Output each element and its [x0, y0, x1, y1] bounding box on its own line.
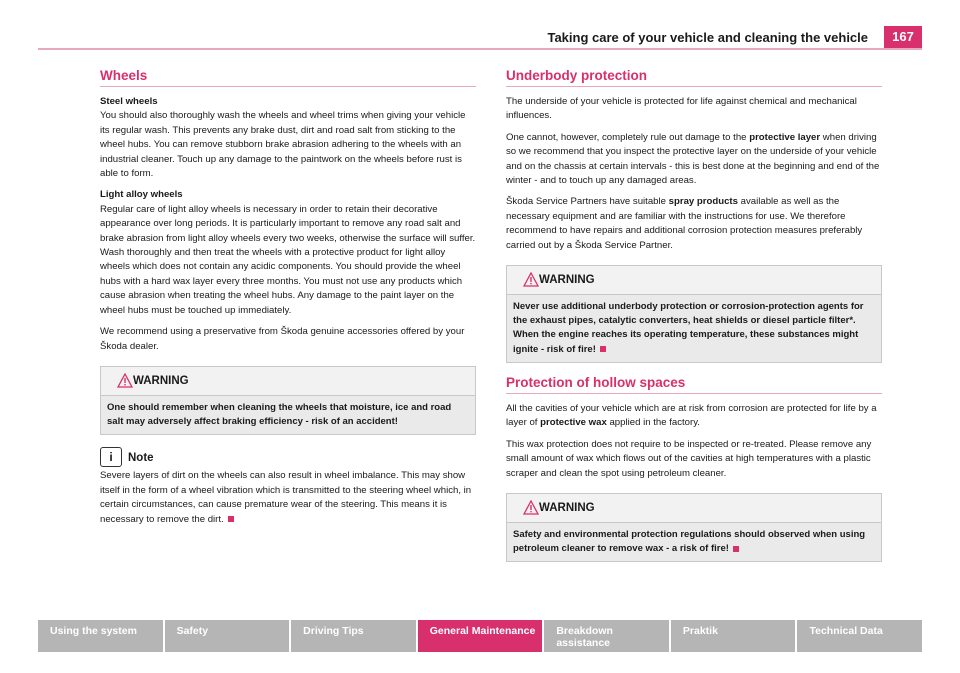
term-spray-products: spray products: [668, 196, 738, 208]
warning-box-underbody: [506, 265, 882, 363]
underbody-paragraph-2: One cannot, however, completely rule out damage to the protective layer when driving so we recommend that you inspect the protective layer on the underside of your vehicle and on the chassis at certain intervals - this is best done at the beginning and end of the winter - and to touch up any damaged areas.: [506, 131, 880, 187]
warning-header: [101, 367, 475, 396]
running-header: Taking care of your vehicle and cleaning the vehicle: [547, 30, 868, 45]
warning-text: Safety and environmental protection regulations should observed when using petroleum cleaner to remove wax - a risk of fire!: [513, 528, 866, 555]
warning-triangle-icon: [117, 373, 133, 388]
header-divider: [38, 48, 922, 50]
warning-triangle-icon: [523, 500, 539, 515]
warning-label: WARNING: [539, 501, 595, 514]
underbody-intro: The underside of your vehicle is protected for life against chemical and mechanical influences.: [506, 96, 857, 122]
tab-technical-data[interactable]: Technical Data: [797, 620, 922, 652]
hollow-paragraph-2: This wax protection does not require to be inspected or re-treated. Please remove any small amount of wax which flows out of the cavities at high temperatures with a plastic scraper and clean the spot using petroleum cleaner.: [506, 438, 872, 479]
warning-box-wheels: [100, 366, 476, 435]
left-column: [100, 62, 476, 534]
subheading-alloy-wheels: Light alloy wheels: [100, 189, 183, 201]
warning-text: One should remember when cleaning the wheels that moisture, ice and road salt may adversely affect braking efficiency - risk of an accident!: [107, 401, 452, 428]
underbody-paragraph-3: Škoda Service Partners have suitable spray products available as well as the necessary equipment and are familiar with the instructions for use. We therefore recommend to have repairs and additional corrosion protection measures preferably carried out by a Škoda Service Partner.: [506, 196, 863, 251]
section-heading-hollow-spaces: Protection of hollow spaces: [506, 375, 882, 394]
chapter-nav-bar: [38, 620, 922, 652]
end-marker-icon: [600, 346, 606, 352]
alloy-wheels-text: Regular care of light alloy wheels is necessary in order to retain their decorative appearance over long periods. It is particularly important to remove any road salt and brake abrasion from light alloy wheels every two weeks, otherwise the surface will suffer. Wash thoroughly and then treat the wheels with a protective product for light alloy wheels which does not contain any acidic components. You should provide the wheel hubs with a hard wax layer every three months. You must not use any products which cause abrasion when treating the wheel hubs. Any damage to the paint layer on the wheel hubs must be touched up immediately.: [100, 203, 476, 316]
tab-driving-tips[interactable]: Driving Tips: [291, 620, 418, 652]
warning-header: [507, 266, 881, 295]
tab-breakdown-assistance[interactable]: Breakdown assistance: [544, 620, 671, 652]
hollow-paragraph-1: All the cavities of your vehicle which are at risk from corrosion are protected for life by a layer of protective wax applied in the factory.: [506, 402, 877, 429]
end-marker-icon: [228, 516, 234, 522]
warning-label: WARNING: [133, 374, 189, 387]
tab-using-the-system[interactable]: Using the system: [38, 620, 165, 652]
warning-box-hollow: [506, 493, 882, 562]
warning-label: WARNING: [539, 274, 595, 287]
note-label: Note: [128, 452, 154, 465]
tab-praktik[interactable]: Praktik: [671, 620, 798, 652]
warning-header: [507, 494, 881, 523]
right-column: [506, 62, 882, 574]
warning-text: Never use additional underbody protection or corrosion-protection agents for the exhaust pipes, catalytic converters, heat shields or diesel particle filter*. When the engine reaches its operating temperature, these substances might ignite - risk of fire!: [513, 301, 864, 355]
term-protective-layer: protective layer: [749, 131, 821, 143]
term-protective-wax: protective wax: [540, 417, 607, 429]
note-text: Severe layers of dirt on the wheels can also result in wheel imbalance. This may show itself in the form of a wheel vibration which is transmitted to the steering wheel which, in certain circumstances, can cause premature wear of the steering. This means it is necessary to remove the dirt.: [100, 470, 472, 525]
note-header: [100, 447, 476, 469]
warning-triangle-icon: [523, 272, 539, 287]
recommend-text: We recommend using a preservative from Škoda genuine accessories offered by your Škoda dealer.: [100, 326, 465, 352]
subheading-steel-wheels: Steel wheels: [100, 96, 158, 107]
note-paragraph: [100, 469, 476, 527]
page-number: 167: [884, 26, 922, 48]
end-marker-icon: [733, 546, 739, 552]
section-heading-wheels: Wheels: [100, 68, 476, 87]
info-note-icon: i: [100, 447, 122, 467]
tab-safety[interactable]: Safety: [165, 620, 292, 652]
steel-wheels-text: You should also thoroughly wash the wheels and wheel trims when giving your vehicle its regular wash. This prevents any brake dust, dirt and road salt from sticking to the wheel hubs. You can remove stubborn brake abrasion adhering to the wheels with an industrial cleaner. Touch up any damage to the paintwork on the wheels before rust is able to form.: [100, 110, 466, 180]
section-heading-underbody: Underbody protection: [506, 68, 882, 87]
tab-general-maintenance[interactable]: General Maintenance: [418, 620, 545, 652]
